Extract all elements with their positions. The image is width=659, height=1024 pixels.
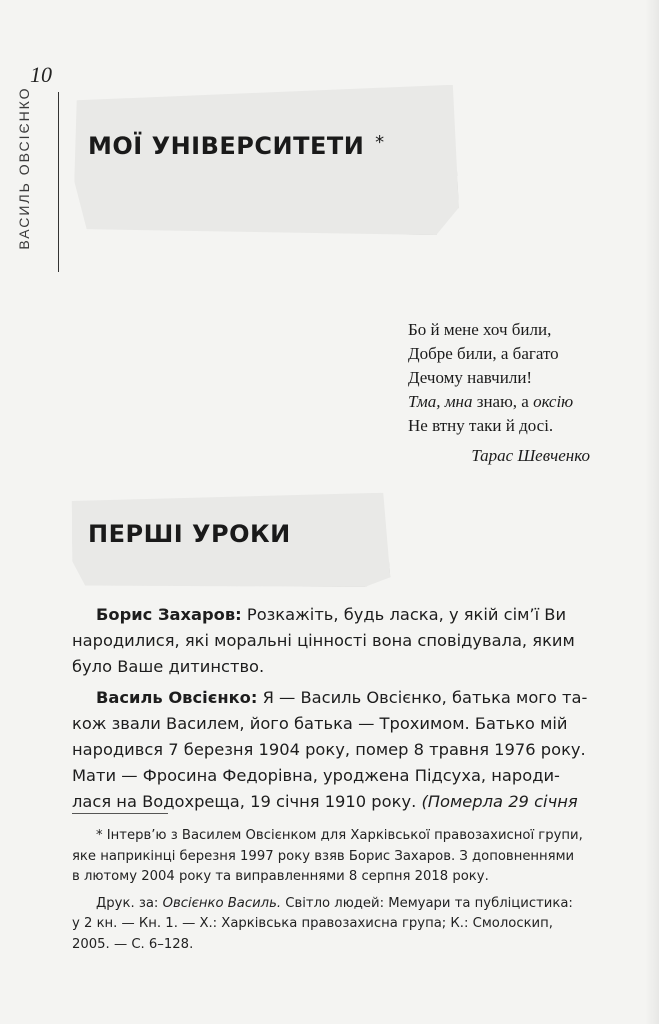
chapter-title-text: МОЇ УНІВЕРСИТЕТИ: [88, 132, 365, 160]
question-line: народилися, які моральні цінності вона сповідувала, яким: [72, 631, 575, 651]
epigraph-line: Дечому навчили!: [408, 368, 533, 387]
chapter-footnote-mark: *: [375, 132, 385, 153]
page-edge: [645, 0, 659, 1024]
epigraph-line: Бо й мене хоч били,: [408, 320, 552, 339]
running-head: ВАСИЛЬ ОВСІЄНКО: [16, 86, 32, 250]
epigraph-italic-word: оксію: [533, 392, 574, 411]
question-line: було Ваше дитинство.: [72, 657, 265, 677]
answer-line: [72, 685, 588, 711]
epigraph-line: Не втну таки й досі.: [408, 416, 554, 435]
answer-line: [72, 789, 588, 815]
answer-line: Мати — Фросина Федорівна, уроджена Підсуха, народи-: [72, 766, 560, 786]
footnote-line: * Інтерв’ю з Василем Овсієнком для Харківської правозахисної групи,: [96, 828, 583, 843]
footnote-line: яке наприкінці березня 1997 року взяв Борис Захаров. З доповненнями: [72, 848, 575, 864]
answer-text: Я — Василь Овсієнко, батька мого та-: [262, 687, 588, 707]
epigraph-author: Тарас Шевченко: [471, 446, 590, 465]
epigraph-italic-words: Тма, мна: [408, 392, 473, 411]
question-speaker: Борис Захаров:: [96, 605, 242, 624]
dialogue-body: [72, 602, 588, 816]
source-line: 2005. — С. 6–128.: [72, 936, 194, 952]
question-text: Розкажіть, будь ласка, у якій сім’ї Ви: [246, 605, 567, 624]
answer-speaker: Василь Овсієнко:: [96, 687, 258, 707]
source-text: Світло людей: Мемуари та публіцистика:: [281, 895, 573, 911]
footnote-line: в лютому 2004 року та виправленнями 8 серпня 2018 року.: [72, 869, 489, 884]
answer-text: лася на Водохреща, 19 січня 1910 року.: [72, 792, 417, 812]
source-prefix: Друк. за:: [96, 895, 163, 911]
chapter-title: [88, 132, 385, 160]
epigraph-line: [408, 390, 608, 414]
footnote: [72, 826, 588, 955]
question-line: [72, 602, 588, 628]
answer-line: народився 7 березня 1904 року, помер 8 травня 1976 року.: [72, 740, 586, 760]
chapter-title-banner: [73, 85, 460, 242]
epigraph-regular-words: знаю, а: [472, 392, 534, 411]
answer-line: кож звали Василем, його батька — Трохимом. Батько мій: [72, 713, 568, 733]
running-head-rule: [58, 92, 59, 272]
epigraph: [408, 318, 608, 468]
footnote-rule: [72, 813, 168, 814]
source-line: у 2 кн. — Кн. 1. — Х.: Харківська правозахисна група; К.: Смолоскип,: [72, 916, 553, 931]
page-number: 10: [30, 62, 52, 87]
answer-italic-text: (Померла 29 січня: [421, 792, 578, 812]
epigraph-line: Добре били, а багато: [408, 344, 559, 363]
section-title: ПЕРШІ УРОКИ: [88, 520, 291, 548]
source-line: [72, 894, 588, 915]
source-author: Овсієнко Василь.: [162, 895, 282, 911]
